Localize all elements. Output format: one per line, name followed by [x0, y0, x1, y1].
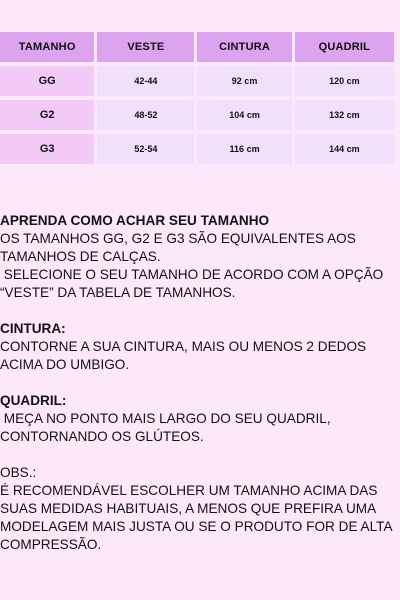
cintura-heading: CINTURA:: [0, 321, 66, 336]
veste-cell: 48-52: [97, 100, 194, 130]
quadril-cell: 132 cm: [295, 100, 394, 130]
table-row: [0, 134, 394, 164]
veste-cell: 52-54: [97, 134, 194, 164]
spacer: [0, 374, 396, 392]
obs-text: É RECOMENDÁVEL ESCOLHER UM TAMANHO ACIMA DAS SUAS MEDIDAS HABITUAIS, A MENOS QUE PREFIRA UMA MODELAGEM MAIS JUSTA OU SE O PRODUTO FOR DE ALTA COMPRESSÃO.: [0, 483, 396, 552]
cintura-cell: 116 cm: [197, 134, 291, 164]
size-cell: G2: [0, 100, 94, 130]
header-veste: VESTE: [97, 32, 194, 62]
quadril-cell: 144 cm: [295, 134, 394, 164]
veste-cell: 42-44: [97, 66, 194, 96]
table-header-row: [0, 32, 394, 62]
quadril-cell: 120 cm: [295, 66, 394, 96]
size-guide: [0, 212, 396, 554]
quadril-heading: QUADRIL:: [0, 393, 67, 408]
header-quadril: QUADRIL: [295, 32, 394, 62]
size-table: [0, 28, 397, 168]
obs-heading: OBS.:: [0, 465, 37, 480]
header-tamanho: TAMANHO: [0, 32, 94, 62]
header-cintura: CINTURA: [197, 32, 291, 62]
table-row: [0, 66, 394, 96]
size-cell: GG: [0, 66, 94, 96]
guide-text: OS TAMANHOS GG, G2 E G3 SÃO EQUIVALENTES AOS TAMANHOS DE CALÇAS.: [0, 231, 360, 264]
cintura-cell: 104 cm: [197, 100, 291, 130]
cintura-text: CONTORNE A SUA CINTURA, MAIS OU MENOS 2 DEDOS ACIMA DO UMBIGO.: [0, 339, 370, 372]
quadril-text: MEÇA NO PONTO MAIS LARGO DO SEU QUADRIL, CONTORNANDO OS GLÚTEOS.: [0, 411, 335, 444]
spacer: [0, 302, 396, 320]
guide-heading: APRENDA COMO ACHAR SEU TAMANHO: [0, 213, 270, 228]
cintura-cell: 92 cm: [197, 66, 291, 96]
guide-text: SELECIONE O SEU TAMANHO DE ACORDO COM A OPÇÃO “VESTE” DA TABELA DE TAMANHOS.: [0, 267, 388, 300]
size-cell: G3: [0, 134, 94, 164]
spacer: [0, 446, 396, 464]
table-row: [0, 100, 394, 130]
